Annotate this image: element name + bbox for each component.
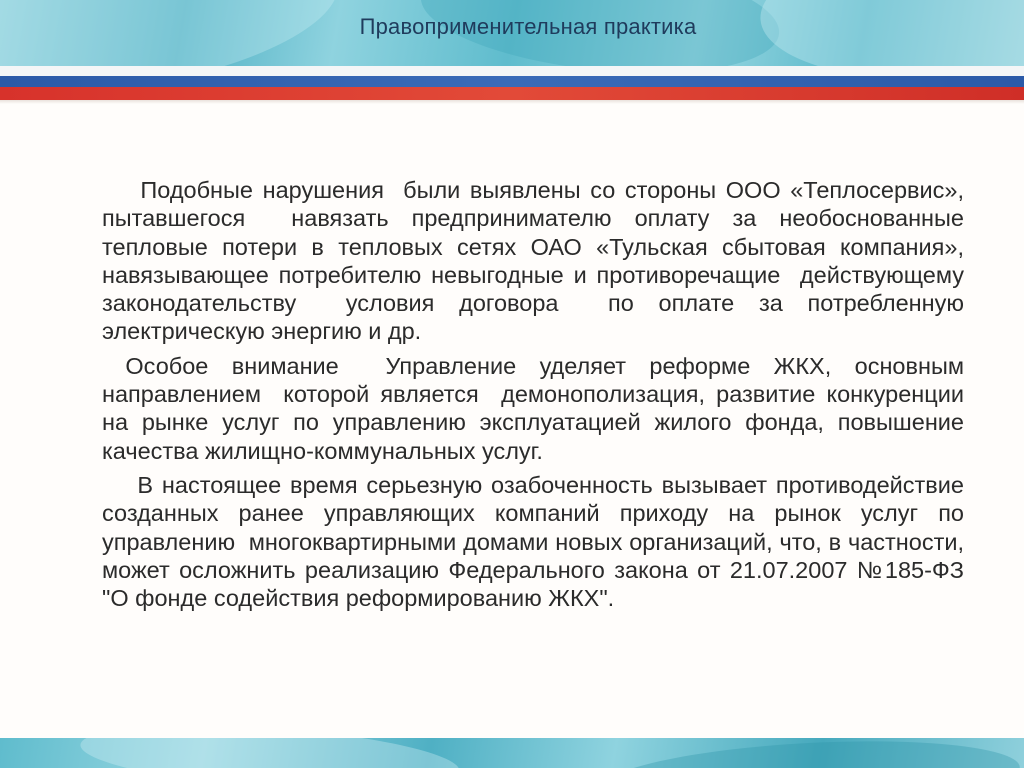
paragraph-violations: Подобные нарушения были выявлены со стороны ООО «Теплосервис», пытавшегося навязать предпринимателю оплату за необоснованные тепловые потери в тепловых сетях ОАО «Тульская сбытовая компания», навязывающее потребителю невыгодные и противоречащие действующему законодательству условия договора по оплате за потребленную электрическую энергию и др.	[102, 177, 971, 345]
flag-stripe-red	[0, 87, 1024, 100]
footer-wave-decoration	[78, 738, 461, 768]
flag-stripe-blue	[0, 76, 1024, 87]
slide-body-text	[102, 176, 971, 612]
header-banner	[0, 0, 1024, 66]
paragraph-management-companies: В настоящее время серьезную озабоченность вызывает противодействие созданных ранее управляющих компаний приходу на рынок услуг по управлению многоквартирными домами новых организаций, что, в частности, может осложнить реализацию Федерального закона от 21.07.2007 №185-ФЗ "О фонде содействия реформированию ЖКХ".	[102, 471, 971, 612]
stripe-shadow	[0, 100, 1024, 104]
paragraph-housing-reform: Особое внимание Управление уделяет реформе ЖКХ, основным направлением которой является демонополизация, развитие конкуренции на рынке услуг по управлению эксплуатацией жилого фонда, повышение качества жилищно-коммунальных услуг.	[102, 352, 971, 464]
footer-banner	[0, 738, 1024, 768]
footer-wave-decoration	[598, 738, 1021, 768]
flag-stripe-white	[0, 66, 1024, 76]
slide-title: Правоприменительная практика	[359, 14, 697, 39]
